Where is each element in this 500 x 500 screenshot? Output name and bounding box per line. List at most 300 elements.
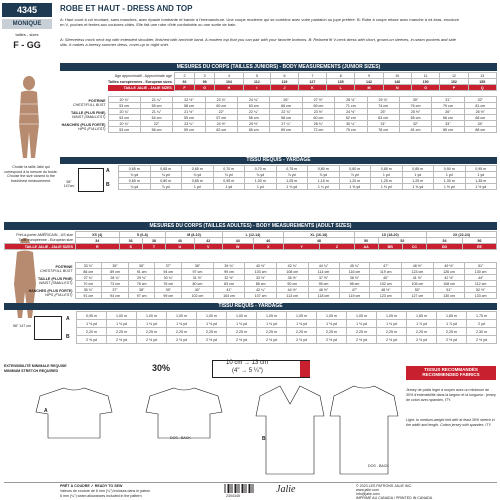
junior-title: MESURES DU CORPS (TAILLES JUNIORS) - BODY MEASUREMENTS (JUNIOR SIZES) — [60, 63, 497, 71]
cell: Q — [468, 85, 496, 91]
cell: 0,65 m — [119, 178, 151, 184]
cell: 23 ½" — [302, 109, 334, 115]
measure-name-en: HIPS (FULLEST) — [44, 292, 73, 297]
junior-width-label: 58" 147cm — [63, 180, 75, 188]
cell: 1 ⅜ yd — [402, 184, 434, 190]
cell: 1 ⅛ yd — [317, 320, 347, 328]
size-range: F - GG — [13, 40, 41, 50]
cell: 44" — [465, 275, 497, 281]
cell: 22 ½" — [173, 97, 205, 103]
cell: 57 cm — [205, 115, 237, 121]
adult-width-label: 58" 147 cm — [12, 324, 32, 328]
cell: 36 — [119, 238, 142, 244]
cell: 104 cm — [213, 293, 245, 299]
cell: 2 ½ yd — [377, 336, 407, 344]
cell: 32 ½" — [213, 275, 245, 281]
cell: 2,25 m — [407, 328, 437, 336]
measure-name: POITRINE — [55, 264, 73, 269]
cell: 1,00 m — [197, 312, 227, 320]
cell: N — [383, 85, 411, 91]
cell: 1,65 m — [407, 312, 437, 320]
cell: 155 — [468, 79, 496, 85]
cell: 48 ½" — [370, 287, 402, 293]
cell: 0,80 m — [308, 166, 340, 172]
measure-name-en: CHEST/FULL BUST — [73, 102, 106, 107]
cell: 112 — [243, 79, 271, 85]
cell: 99 cm — [213, 269, 245, 275]
cell: 51" — [465, 263, 497, 269]
cell: 1,00 m — [245, 178, 277, 184]
cell: 1,20 m — [339, 178, 371, 184]
cell: W — [222, 244, 253, 250]
stretch-label-fr: EXTENSIBILITÉ MINIMALE REQUISE — [4, 364, 67, 368]
cell: 42 ½" — [433, 275, 465, 281]
cell: 54 cm — [140, 115, 172, 121]
cell: 2 ½ yd — [407, 336, 437, 344]
cell: S — [119, 244, 142, 250]
cell: 60 cm — [302, 115, 334, 121]
cell: ¾ yd — [213, 172, 245, 178]
cell: 0,95 m — [77, 312, 107, 320]
cell: 2,25 m — [377, 328, 407, 336]
cell: 32" — [464, 97, 496, 103]
measure-table — [4, 262, 497, 299]
cell: DD — [426, 244, 462, 250]
cell: 39 ¾" — [213, 263, 245, 269]
cell: 1,00 m — [167, 312, 197, 320]
illustration-b-back: DOS - BACK — [368, 464, 389, 468]
cell: 0,65 m — [119, 166, 151, 172]
fabrics-text-en: Light- to medium-weight knit with at least 30% stretch in the width and length. Cotton jersey with spandex, ITY. — [406, 418, 495, 427]
cell: 91 cm — [128, 269, 155, 275]
cell: 119 cm — [370, 269, 402, 275]
cell: 29 ¾" — [128, 275, 155, 281]
cell: 74 cm — [367, 103, 399, 109]
adult-fabric-title: TISSU REQUIS - YARDAGE — [4, 303, 497, 310]
cell: 10 — [383, 73, 411, 79]
footer-ready-fr: PRÊT À COUDRE — [60, 484, 90, 488]
cell: 38" — [128, 287, 155, 293]
cell: 108 cm — [276, 269, 308, 275]
measure-label — [4, 263, 75, 275]
cell: EE — [463, 244, 497, 250]
cell: 2 ½ yd — [287, 336, 317, 344]
cell: 1 ⅛ yd — [276, 184, 308, 190]
cell: 56 cm — [238, 115, 270, 121]
cell: 88 cm — [464, 127, 496, 133]
junior-rows — [56, 96, 497, 133]
cell: 1 ⅛ yd — [137, 320, 167, 328]
junior-fabric-table — [118, 165, 497, 190]
cell: K — [298, 85, 326, 91]
cell: 51" — [433, 287, 465, 293]
cell: 36" — [128, 263, 155, 269]
cell: 2 ½ yd — [257, 336, 287, 344]
description-fr: A: Haut court à col montant, sans manches, avec épaule tombante et bande à l'emmanchure. Une coupe moderne qui se combine avec votre pantalon ou jupe préféré. B: Robe à coupe relaxe avec manche à mi-bras, encolure en V, poches et fentes aux coutures côtés. Elle fait une robe d'été confortable ou une sortie de bain. — [60, 17, 459, 28]
cell: 76 cm — [128, 281, 155, 287]
cell: G — [195, 85, 215, 91]
cell: M (8-10) — [166, 232, 223, 238]
cell: 21 ¼" — [140, 97, 172, 103]
cell: 1,75 m — [467, 312, 497, 320]
cell: 49 ½" — [433, 263, 465, 269]
cell: 1 ⅛ yd — [167, 320, 197, 328]
cell: 89 cm — [102, 269, 129, 275]
cell: 2,30 m — [467, 328, 497, 336]
cell: 1X (18-20) — [354, 232, 426, 238]
cell: 1 yd — [434, 172, 466, 178]
cell: 2 ½ yd — [137, 336, 167, 344]
cell: 27 ¾" — [75, 275, 102, 281]
cell: 53 cm — [108, 103, 140, 109]
measure-name-en: WAIST (SMALLEST) — [39, 280, 73, 285]
cell: 1,00 m — [227, 312, 257, 320]
cell: 152 — [440, 79, 468, 85]
cell: 26" — [432, 109, 464, 115]
pattern-model: MONIQUE — [2, 19, 52, 29]
cell: 102 cm — [182, 293, 214, 299]
measure-table — [56, 96, 497, 133]
cell: 31" — [367, 121, 399, 127]
footer-made-in: IMPRIMÉ AU CANADA / PRINTED IN CANADA — [356, 496, 433, 500]
cell: 85 cm — [245, 281, 277, 287]
age-label: Âge approximatif - Approximate age — [114, 73, 172, 78]
cell: 38 — [142, 238, 165, 244]
measure-name: POITRINE — [88, 98, 106, 103]
cell: 52 ½" — [465, 287, 497, 293]
cell: 2 ½ yd — [467, 336, 497, 344]
cell: 126 cm — [433, 269, 465, 275]
cell: 2,25 m — [107, 328, 137, 336]
cell: 71 cm — [335, 103, 367, 109]
cell: 1 yd — [465, 172, 497, 178]
cell: 59 cm — [173, 127, 205, 133]
cell: 1 ⅞ yd — [407, 320, 437, 328]
cell: 50" — [402, 287, 434, 293]
cell: L — [327, 85, 355, 91]
cell: 1 yd — [402, 172, 434, 178]
cell: 0,85 m — [182, 178, 214, 184]
cell: 1,05 m — [347, 312, 377, 320]
cell: 20 ¾" — [108, 121, 140, 127]
cell: 28 ¾" — [335, 97, 367, 103]
cell: ⅞ yd — [339, 172, 371, 178]
cell: 2 ½ yd — [227, 336, 257, 344]
barcode-icon — [224, 484, 254, 493]
cell: O — [411, 85, 439, 91]
cell: 0,70 m — [245, 166, 277, 172]
cell: 1 ½ yd — [434, 184, 466, 190]
cell: V — [194, 244, 222, 250]
cell: ¾ yd — [119, 172, 151, 178]
stretch-percent: 30% — [152, 363, 171, 373]
cell: 102 cm — [370, 281, 402, 287]
cell: 52 — [378, 238, 426, 244]
cell: 24 ½" — [205, 121, 237, 127]
measure-name-en: HIPS (FULLEST) — [77, 126, 106, 131]
fabrics-title-en: RECOMMENDED FABRICS — [422, 371, 480, 377]
cell: X — [253, 244, 284, 250]
cell: 1,05 m — [276, 178, 308, 184]
cell: ⅞ yd — [308, 172, 340, 178]
cell: S (6-8) — [119, 232, 166, 238]
cell: 70 cm — [75, 281, 102, 287]
measure-name: TAILLE (PLUS FINE) — [71, 110, 106, 115]
cell: 42 ¾" — [276, 263, 308, 269]
fabric-fold-icon — [34, 316, 62, 340]
cell: 30 ¾" — [155, 275, 182, 281]
adult-fabric-table — [76, 311, 497, 344]
cell: 1 yd — [182, 184, 214, 190]
cell: 2,20 m — [77, 328, 107, 336]
cell: 107 cm — [245, 293, 277, 299]
cell: 2,25 m — [167, 328, 197, 336]
cell: 66 cm — [432, 115, 464, 121]
fabrics-title-fr: TISSUS RECOMMANDÉS — [424, 367, 478, 372]
cell: 79 cm — [432, 103, 464, 109]
measure-label — [56, 109, 108, 121]
cell: 2,25 m — [287, 328, 317, 336]
cell: 22" — [140, 121, 172, 127]
cell: 2,25 m — [257, 328, 287, 336]
cell: 81 cm — [399, 127, 431, 133]
measure-label — [4, 275, 75, 287]
cell: 75 cm — [335, 127, 367, 133]
stretch-label-en: MINIMUM STRETCH REQUIRED — [4, 369, 59, 373]
cell: H — [215, 85, 243, 91]
cell: 92 — [174, 79, 194, 85]
cell: 42 ¼" — [245, 287, 277, 293]
cell: 33" — [432, 121, 464, 127]
illustration-b-label: B — [262, 436, 266, 442]
cell: 2 ½ yd — [167, 336, 197, 344]
cell: 37" — [155, 263, 182, 269]
cell: 58 cm — [173, 103, 205, 109]
cell: 1 ½ yd — [465, 184, 497, 190]
cell: 56 cm — [140, 127, 172, 133]
cell: 33 ½" — [245, 275, 277, 281]
cell: 32" — [399, 121, 431, 127]
description-en: A: Sleeveless mock neck top with extended shoulder, finished with armhole band. A modern top that you can pair with your favorite bottoms. B: Relaxed fit V-neck dress with short, grown-on sleeves, in-seam pockets and side slits. It makes a breezy summer dress, cover-up or night shirt. — [60, 37, 456, 48]
cell: 0,95 m — [213, 178, 245, 184]
cell: Taille européenne - European size — [18, 238, 73, 243]
fabrics-text-fr: Jersey de poids léger à moyen avec un minimum de 30% d'extensibilité dans la largeur et la longueur : jersey de coton avec spandex, ITY. — [406, 388, 496, 402]
footer-divider — [4, 482, 497, 483]
cell: 41 ½" — [402, 275, 434, 281]
cell: 1,00 m — [107, 312, 137, 320]
cell: 42 — [194, 238, 222, 244]
fabric-fold-icon — [78, 168, 104, 192]
cell: ⅞ yd — [276, 172, 308, 178]
cell: M — [355, 85, 383, 91]
cell: 112 cm — [465, 281, 497, 287]
cell: 1,05 m — [257, 312, 287, 320]
cell: 123 cm — [370, 293, 402, 299]
cell: 48 ½" — [402, 263, 434, 269]
sizes-label: tailles - sizes — [15, 32, 39, 37]
cell: 2,25 m — [137, 328, 167, 336]
measure-table — [4, 231, 497, 250]
cell: 50 — [354, 238, 378, 244]
cell: 28 ¾" — [302, 121, 334, 127]
cell: 1,30 m — [434, 178, 466, 184]
footer-email[interactable]: info@jalie.com — [356, 492, 380, 496]
cell: 133 cm — [465, 293, 497, 299]
cell: 23 ¾" — [205, 97, 237, 103]
cell: 55 cm — [140, 103, 172, 109]
cell: 40" — [370, 275, 402, 281]
cell: 31 ½" — [182, 275, 214, 281]
cell: 105 cm — [402, 281, 434, 287]
cell: Z — [320, 244, 354, 250]
cell: 1,25 m — [371, 178, 403, 184]
junior-view-b: B — [106, 182, 110, 188]
cell: 55 cm — [173, 115, 205, 121]
footer-ready: PRÊT À COUDRE ✓ READY TO SEW — [60, 484, 123, 488]
cell: 78 cm — [155, 281, 182, 287]
measure-label — [56, 97, 108, 109]
cell: 2,25 m — [227, 328, 257, 336]
footer-copyright: © 2023 LES PATRONS JALIE INC. — [356, 484, 413, 488]
cell: 103 cm — [245, 269, 277, 275]
cell: 1 ⅛ yd — [77, 320, 107, 328]
cell: 81 cm — [464, 103, 496, 109]
illustration-a-label: A — [44, 408, 48, 414]
cell: 44 ½" — [276, 287, 308, 293]
cell: 98 cm — [339, 281, 370, 287]
cell: 3 — [195, 73, 215, 79]
cell: Y — [284, 244, 320, 250]
cell: 0,75 m — [276, 166, 308, 172]
page-title: ROBE ET HAUT - DRESS AND TOP — [60, 4, 193, 13]
footer-ready-en: READY TO SEW — [94, 484, 123, 488]
cell: 29 ¾" — [367, 97, 399, 103]
cell: 142 — [355, 79, 383, 85]
barcode-number: 2304345 — [226, 494, 240, 498]
cell: XL (16-18) — [284, 232, 355, 238]
cell: 2 ½ yd — [317, 336, 347, 344]
cell: 113 cm — [276, 293, 308, 299]
cell: 20 ¾" — [108, 109, 140, 115]
cell: 37" — [102, 287, 129, 293]
cell: 63 cm — [367, 115, 399, 121]
cell: 48 — [284, 238, 355, 244]
cell: 150 — [411, 79, 439, 85]
cell: 53 cm — [108, 127, 140, 133]
measure-name-en: CHEST/FULL BUST — [40, 268, 73, 273]
cell: 2 ½ yd — [347, 336, 377, 344]
cell: 27 ½" — [302, 97, 334, 103]
cell: 119 cm — [339, 293, 370, 299]
cell: 0,65 m — [150, 166, 182, 172]
cell: 1 ⅜ yd — [339, 184, 371, 190]
cell: 13 — [468, 73, 496, 79]
cell: 60 cm — [205, 103, 237, 109]
measure-label — [4, 287, 75, 299]
cell: 46 — [253, 238, 284, 244]
cell: 33 ¾" — [75, 263, 102, 269]
cell: 83 cm — [213, 281, 245, 287]
cell: 2 ½ yd — [197, 336, 227, 344]
cell: 69 cm — [302, 103, 334, 109]
cell: 38 ½" — [339, 275, 370, 281]
junior-figure — [5, 74, 53, 160]
cell: 104 — [215, 79, 243, 85]
cell: 76 cm — [399, 103, 431, 109]
cell: 1 ⅛ yd — [347, 320, 377, 328]
cell: 1,00 m — [137, 312, 167, 320]
brand-logo: Jalie — [276, 484, 296, 495]
cell: 28 ¾" — [102, 275, 129, 281]
cell: 41" — [213, 287, 245, 293]
cell: 7 — [298, 73, 326, 79]
eu-label: Tailles européennes - European sizes — [108, 79, 172, 84]
cell: 0,80 m — [150, 178, 182, 184]
measure-label — [56, 121, 108, 133]
cell: 2 ⅜ yd — [77, 336, 107, 344]
footer-seam-fr: Valeurs de couture de 6 mm (¼") incluses dans le patron — [60, 489, 151, 493]
measure-name: HANCHES (PLUS FORTE) — [61, 122, 106, 127]
cell: 116 cm — [339, 269, 370, 275]
measure-name-en: WAIST (SMALLEST) — [72, 114, 106, 119]
cell: F — [174, 85, 194, 91]
measure-name: TAILLE (PLUS FINE) — [38, 276, 73, 281]
adult-size-header — [4, 231, 497, 250]
cell: 99 cm — [155, 293, 182, 299]
cell: 44 ¾" — [308, 263, 339, 269]
cell: 1 ⅞ yd — [437, 320, 467, 328]
cell: 65 cm — [238, 127, 270, 133]
cell: 73 cm — [102, 281, 129, 287]
cell: XS (4) — [76, 232, 120, 238]
cell: Prêt-à-porter AMÉRICAIN - US size — [16, 232, 73, 237]
footer-seam-en: 6 mm (¼") seam allowances included in the pattern — [60, 494, 142, 498]
stretch-marker — [300, 361, 310, 377]
cell: 1 yd — [245, 184, 277, 190]
cell: 66 cm — [270, 103, 302, 109]
cell: 12 — [440, 73, 468, 79]
cell: 21 ¼" — [140, 109, 172, 115]
cell: 27 ¼" — [270, 121, 302, 127]
illustration-a-back: DOS - BACK — [170, 436, 191, 440]
cell: P — [440, 85, 468, 91]
measure-name: HANCHES (PLUS FORTE) — [28, 288, 73, 293]
cell: 127 cm — [402, 293, 434, 299]
view-a-illustration — [30, 382, 260, 442]
view-b-illustration — [250, 382, 400, 477]
fabrics-title — [406, 366, 496, 380]
cell: 85 cm — [432, 127, 464, 133]
cell: 1 ⅛ yd — [107, 320, 137, 328]
cell: L (12-14) — [222, 232, 283, 238]
cell: 0,90 m — [434, 166, 466, 172]
jalie-size-label: TAILLE JALIE - JALIE SIZES — [108, 85, 174, 91]
cell: 4 — [215, 73, 243, 79]
footer-web[interactable]: www.jalie.com — [356, 488, 379, 492]
cell: 8 — [327, 73, 355, 79]
cell: 46 ½" — [308, 287, 339, 293]
cell: 94 cm — [102, 293, 129, 299]
junior-figure-note: Choisir la taille Jalie qui correspond à la mesure du buste. Choose the size closest to the bust/chest measurement. — [4, 165, 58, 183]
cell: 62 cm — [335, 115, 367, 121]
cell: 1 ⅛ yd — [287, 320, 317, 328]
cell: 1 ⅛ yd — [257, 320, 287, 328]
cell: 86 cm — [75, 269, 102, 275]
cell: 47" — [339, 287, 370, 293]
cell: 2,25 m — [317, 328, 347, 336]
cell: T — [142, 244, 165, 250]
cell: ⅞ yd — [150, 184, 182, 190]
